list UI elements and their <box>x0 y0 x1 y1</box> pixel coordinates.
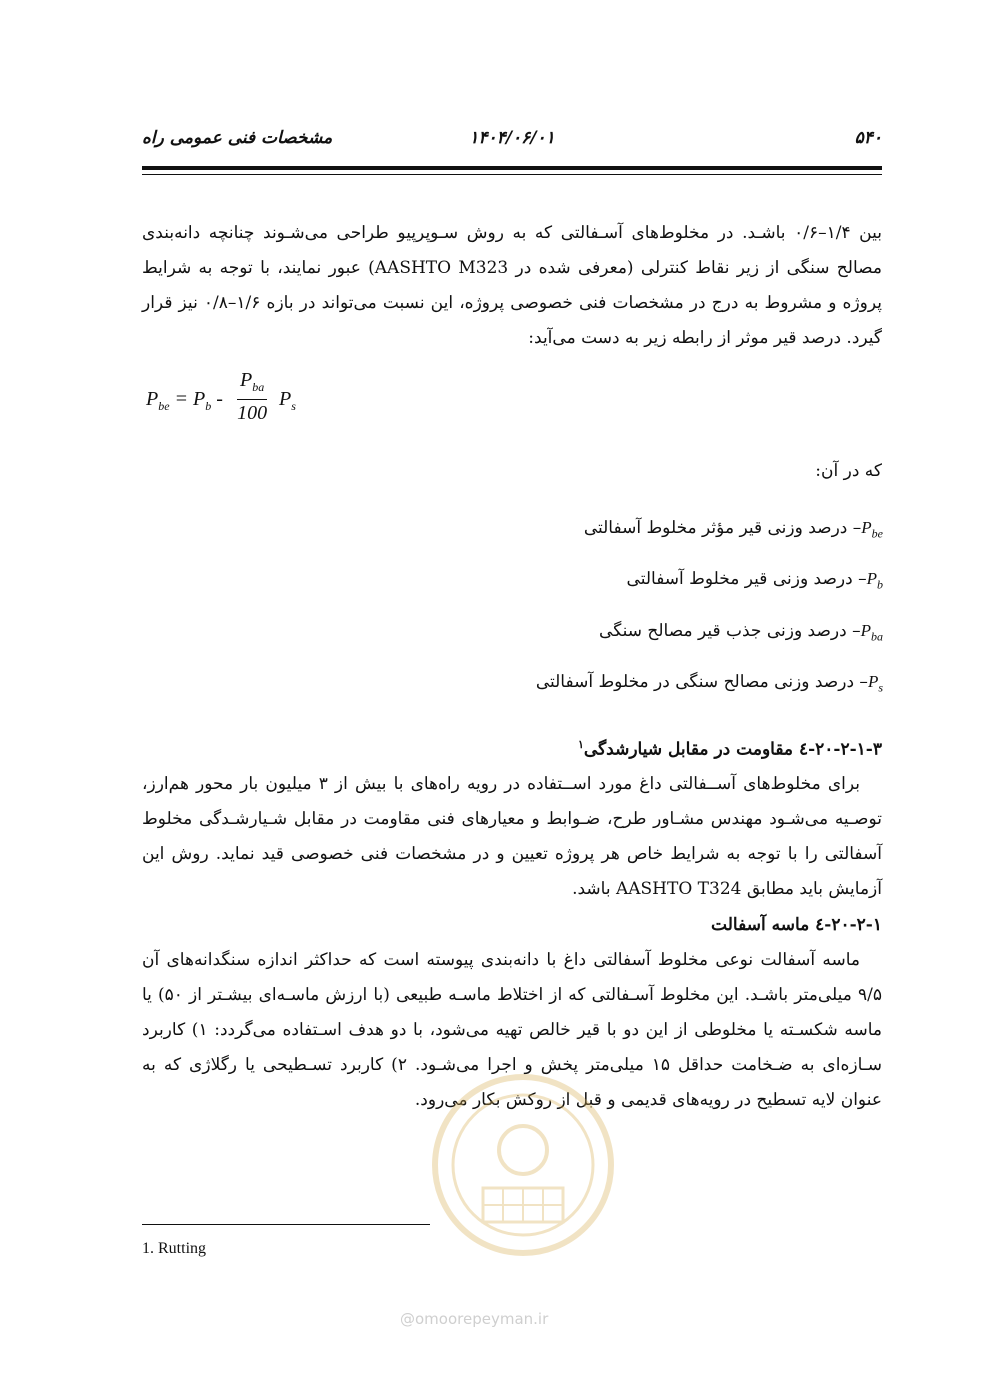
formula-rhs: $P_s$ <box>279 388 296 413</box>
page-number: ۵۴۰ <box>854 128 882 148</box>
effective-binder-formula <box>142 368 882 430</box>
paragraph-sand-asphalt: ماسه آسفالت نوعی مخلوط آسفالتی داغ با دانه‌بندی پیوسته است که حداکثر اندازه سنگدانه‌های آن ۹/۵ میلی‌متر باشـد. این مخلوط آسـفالتی که از اختلاط ماسـه طبیعی (با ارزش ماسـه‌ای بیشـتر از ۵۰) یا ماسه شکسـته یا مخلوطی از این دو با قیر خالص تهیه می‌شود، با دو هدف اسـتفاده می‌گردد: ۱) کاربرد سـازه‌ای به ضـخامت حداقل ۱۵ میلی‌متر پخش و اجرا می‌شـود. ۲) کاربرد تسـطیحی یا رگلاژی که به عنوان لایه تسطیح در رویه‌های قدیمی و قبل از روکش بکار می‌رود. <box>142 950 883 1111</box>
section-heading-rutting: ۲۰-۲-۱-۳-٤ مقاومت در مقابل شیارشدگی$^۱$ <box>578 737 882 760</box>
footnote: 1. Rutting <box>142 1240 207 1257</box>
footnote-mark: ۱ <box>578 737 584 751</box>
definition-item: $P_s-$ درصد وزنی مصالح سنگی در مخلوط آسفالتی <box>535 672 883 695</box>
definition-item: $P_b-$ درصد وزنی قیر مخلوط آسفالتی <box>626 569 883 592</box>
paragraph-intro: بین ۱/۴–۰/۶ باشـد. در مخلوط‌های آسـفالتی که به روش سـوپرپیو طراحی می‌شـوند چنانچه دانه‌بندی مصالح سنگی از زیر نقاط کنترلی (معرفی شده در AASHTO M323) عبور نمایند، با توجه به شرایط پروژه و مشروط به درج در مشخصات فنی خصوصی پروژه، این نسبت می‌تواند در بازه ۱/۶–۰/۸ نیز قرار گیرد. درصد قیر موثر از رابطه زیر به دست می‌آید: <box>142 223 882 348</box>
footnote-rule <box>142 1224 430 1225</box>
page-content <box>142 216 882 1118</box>
paragraph-rutting: برای مخلوط‌های آســفالتی داغ مورد اســتفاده در رویه راه‌های با بیش از ۳ میلیون بار محور هم‌ارز، توصـیه می‌شـود مهندس مشـاور طرح، ضـوابط و معیارهای فنی مقاومت در مقابل شـیارشـدگی مخلوط آسفالتی را با توجه به شرایط خاص هر پروژه تعیین و در مشخصات فنی خصوصی قید نماید. روش این آزمایش باید مطابق AASHTO T324 باشد. <box>142 774 882 900</box>
definition-item: $P_{ba}-$ درصد وزنی جذب قیر مصالح سنگی <box>599 620 883 644</box>
header-rule-thick <box>142 166 882 170</box>
definition-item: $P_{be}-$ درصد وزنی قیر مؤثر مخلوط آسفالتی <box>583 518 883 541</box>
where-label: که در آن: <box>815 461 882 481</box>
definition-list <box>143 505 883 711</box>
header-rule-thin <box>142 174 882 175</box>
section-heading-sand-asphalt: ۲۰-۲-۱-٤ ماسه آسفالت <box>711 915 882 936</box>
formula-fraction: $P_{ba}$ 100 <box>237 369 268 424</box>
formula-lhs: $P_{be} = P_b$ - <box>146 388 223 413</box>
page-header <box>142 128 882 158</box>
watermark-text: @omoorepeyman.ir <box>400 1310 549 1328</box>
header-title: مشخصات فنی عمومی راه <box>142 128 333 148</box>
header-date: ۱۴۰۴/۰۶/۰۱ <box>469 128 555 148</box>
